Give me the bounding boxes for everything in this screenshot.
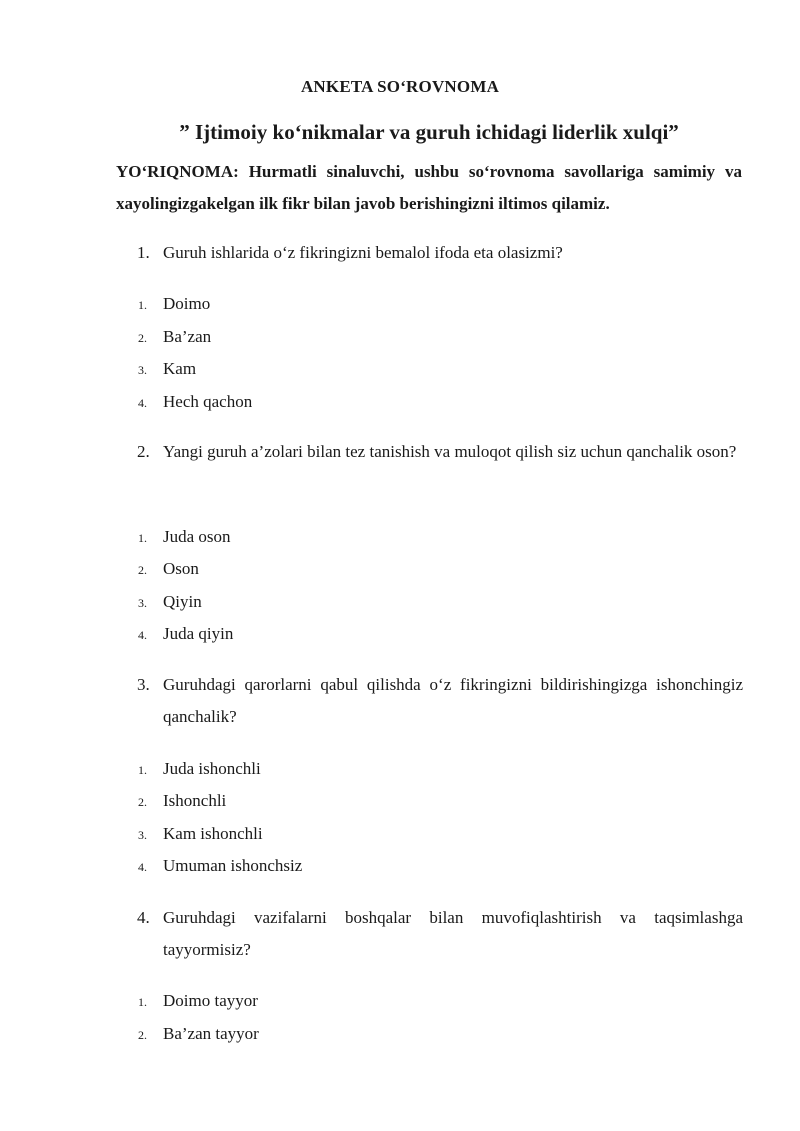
question-3 [137,669,743,733]
option-text: Ishonchli [163,791,227,810]
question-text: Guruh ishlarida o‘z fikringizni bemalol ifoda eta olasizmi? [163,243,563,262]
option-number: 2. [138,1028,147,1042]
instruction-text: YO‘RIQNOMA: Hurmatli sinaluvchi, ushbu so‘rovnoma savollariga samimiy va xayolingizgakelgan ilk fikr bilan javob berishingizni iltimos qilamiz. [116,162,742,213]
question-number: 1. [137,243,150,262]
question-text: Guruhdagi qarorlarni qabul qilishda o‘z fikringizni bildirishingizga ishonchingiz qanchalik? [163,675,743,726]
option-number: 1. [138,995,147,1009]
question-number: 3. [137,675,150,694]
option-number: 1. [138,531,147,545]
option-text: Juda qiyin [163,624,234,643]
answer-option [138,758,261,780]
answer-option [138,990,258,1012]
option-text: Qiyin [163,592,202,611]
option-number: 4. [138,396,147,410]
answer-option [138,1023,259,1045]
answer-option [138,790,226,812]
answer-option [138,591,202,613]
option-number: 1. [138,763,147,777]
question-2 [137,436,743,468]
option-number: 3. [138,363,147,377]
answer-option [138,358,196,380]
answer-option [138,526,231,548]
option-text: Umuman ishonchsiz [163,856,303,875]
option-number: 3. [138,828,147,842]
answer-option [138,293,210,315]
question-number: 2. [137,442,150,461]
option-number: 2. [138,331,147,345]
answer-option [138,855,302,877]
option-text: Juda oson [163,527,231,546]
option-text: Doimo [163,294,211,313]
option-number: 1. [138,298,147,312]
option-number: 2. [138,563,147,577]
option-text: Ba’zan tayyor [163,1024,259,1043]
option-text: Oson [163,559,199,578]
option-number: 4. [138,628,147,642]
question-1 [137,237,743,269]
option-number: 4. [138,860,147,874]
question-number: 4. [137,908,150,927]
option-text: Juda ishonchli [163,759,261,778]
option-text: Ba’zan [163,327,212,346]
answer-option [138,391,252,413]
question-text: Yangi guruh a’zolari bilan tez tanishish va muloqot qilish siz uchun qanchalik oson? [163,442,737,461]
option-text: Kam ishonchli [163,824,263,843]
answer-option [138,558,199,580]
answer-option [138,823,263,845]
option-text: Doimo tayyor [163,991,258,1010]
option-number: 3. [138,596,147,610]
document-subtitle: ” Ijtimoiy ko‘nikmalar va guruh ichidagi liderlik xulqi” [179,120,679,144]
answer-option [138,623,233,645]
option-text: Hech qachon [163,392,253,411]
option-text: Kam [163,359,197,378]
option-number: 2. [138,795,147,809]
question-4 [137,902,743,966]
answer-option [138,326,211,348]
question-text: Guruhdagi vazifalarni boshqalar bilan muvofiqlashtirish va taqsimlashga tayyormisiz? [163,908,743,959]
document-title: ANKETA SO‘ROVNOMA [300,77,500,96]
